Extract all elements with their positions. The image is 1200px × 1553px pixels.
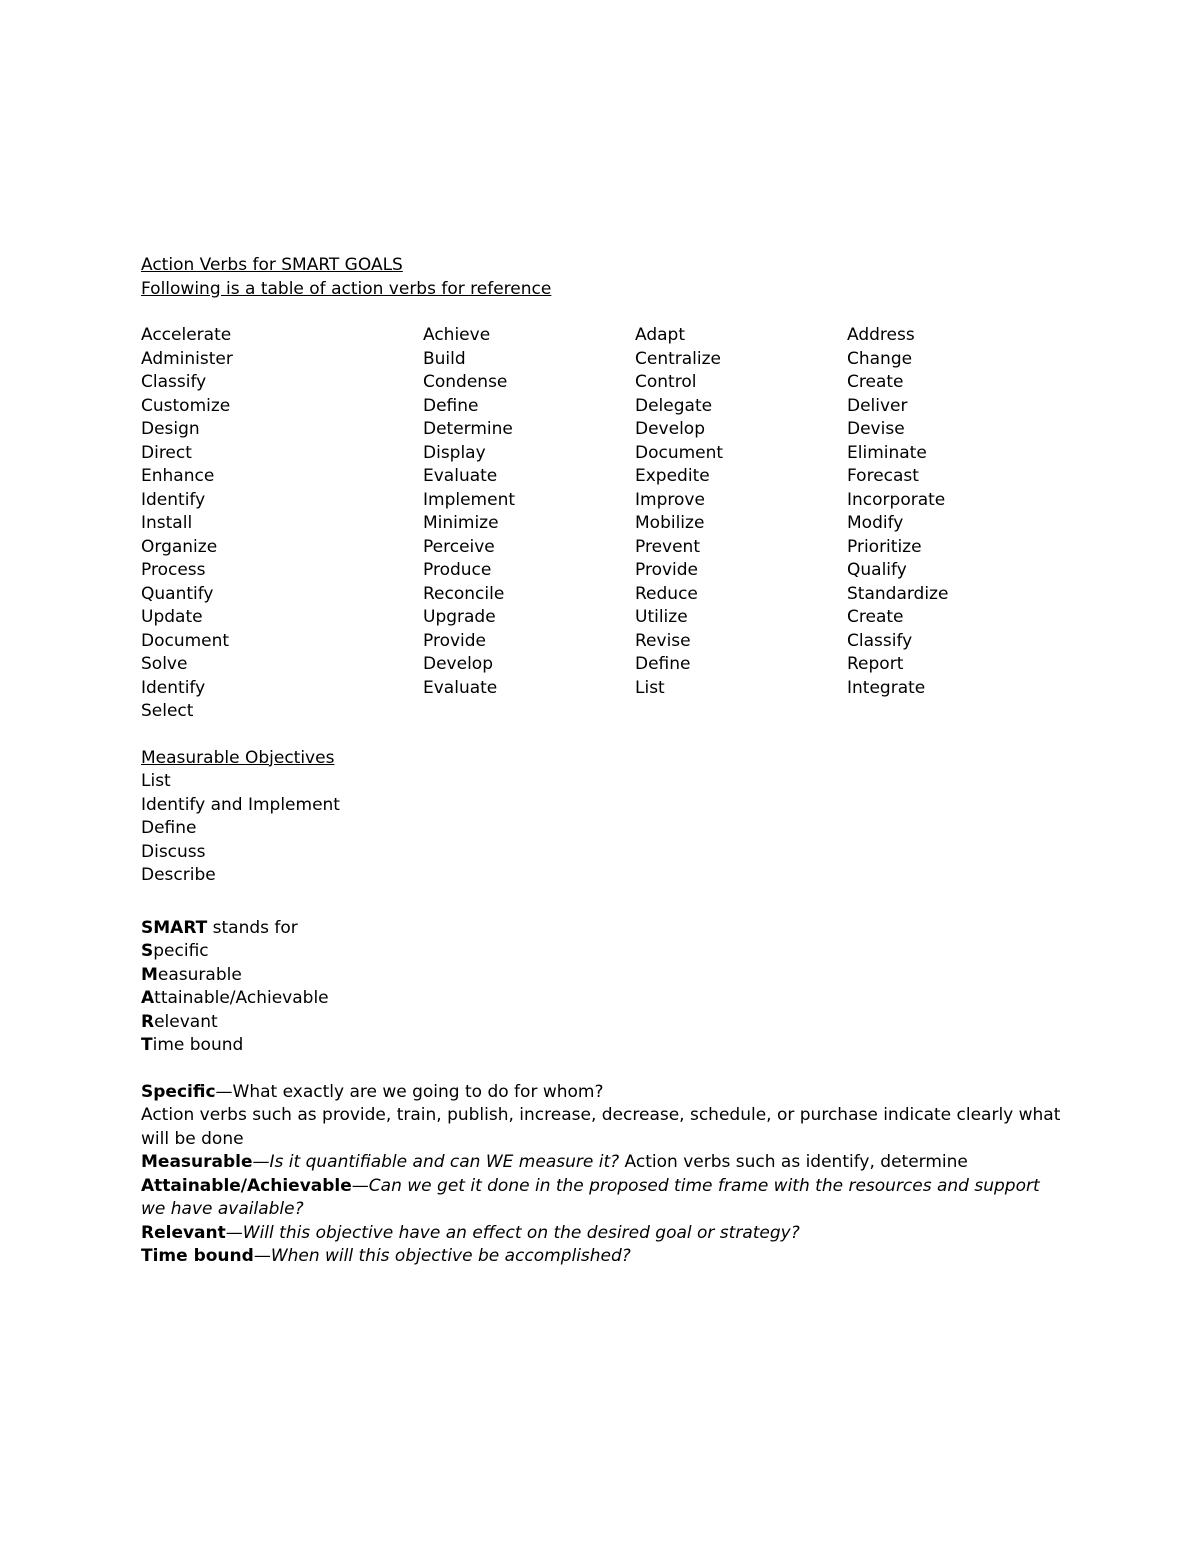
smart-letter: A (141, 988, 155, 1008)
action-verb: Develop (423, 654, 493, 674)
action-verb: Identify (141, 677, 206, 698)
smart-letter-rest: elevant (154, 1011, 218, 1032)
action-verb: Centralize (635, 348, 722, 369)
smart-letter-line (141, 987, 1061, 1011)
action-verb: Deliver (847, 395, 908, 416)
measurable-objective-item: Identify and Implement (141, 794, 340, 815)
smart-letter-line (141, 940, 1061, 964)
action-verb: Update (141, 607, 203, 627)
action-verb: Modify (847, 513, 904, 533)
measurable-objectives-heading: Measurable Objectives (141, 747, 335, 768)
smart-letter: M (141, 964, 158, 985)
action-verb: Qualify (847, 560, 907, 580)
action-verb: Enhance (141, 466, 215, 486)
action-verb: Incorporate (847, 489, 946, 510)
action-verb: Mobilize (635, 513, 705, 533)
action-verb: Address (847, 325, 915, 345)
smart-letter: T (141, 1035, 153, 1055)
definition-term: Time bound (141, 1246, 254, 1266)
definition-question: When will this objective be accomplished? (270, 1246, 631, 1266)
measurable-objective-item: List (141, 771, 171, 791)
measurable-objectives-section (141, 747, 1061, 888)
definition-term: Relevant (141, 1222, 226, 1243)
definition-specific-note: Action verbs such as provide, train, publish, increase, decrease, schedule, or purchase indicate clearly what will be done (141, 1105, 1061, 1149)
action-verb: Prevent (635, 536, 700, 557)
action-verb: Define (635, 654, 691, 674)
action-verb: Adapt (635, 325, 685, 345)
document-title: Action Verbs for SMART GOALS (141, 255, 403, 275)
action-verb: Customize (141, 395, 231, 416)
action-verb: Build (423, 348, 466, 369)
action-verb: Utilize (635, 607, 688, 627)
definition-time-bound (141, 1245, 1061, 1269)
verb-column-4 (847, 324, 1061, 724)
definition-term: Attainable/Achievable (141, 1175, 352, 1196)
action-verb: Install (141, 513, 193, 533)
definition-question: Will this objective have an effect on the desired goal or strategy? (242, 1222, 800, 1243)
action-verb: Direct (141, 442, 192, 463)
action-verb: Select (141, 701, 194, 721)
action-verb: Perceive (423, 536, 495, 557)
action-verb: Integrate (847, 677, 926, 698)
smart-definitions (141, 1081, 1061, 1269)
action-verb: Process (141, 560, 206, 580)
smart-letter-line (141, 1034, 1061, 1058)
verb-column-2 (423, 324, 635, 724)
smart-letter-rest: easurable (157, 964, 242, 985)
smart-letters-list (141, 940, 1061, 1058)
action-verb: Identify (141, 489, 206, 510)
action-verb: Create (847, 607, 904, 627)
action-verb: Provide (635, 560, 699, 580)
action-verb: Develop (635, 419, 705, 439)
action-verb: Minimize (423, 513, 499, 533)
action-verb: Devise (847, 419, 905, 439)
definition-text: Action verbs such as identify, determine (619, 1152, 968, 1172)
measurable-objective-item: Define (141, 818, 197, 838)
action-verb: Condense (423, 372, 508, 392)
action-verb: Improve (635, 489, 705, 510)
verb-column-1 (141, 324, 423, 724)
action-verb: Quantify (141, 583, 214, 604)
action-verb: Evaluate (423, 466, 498, 486)
definition-question: Is it quantifiable and can WE measure it? (269, 1152, 620, 1172)
action-verb: Prioritize (847, 536, 922, 557)
action-verb: Upgrade (423, 607, 496, 627)
smart-letter-rest: ttainable/Achievable (154, 988, 329, 1008)
action-verb: Document (635, 442, 724, 463)
action-verb: Classify (141, 372, 207, 392)
measurable-objective-item: Discuss (141, 841, 206, 862)
action-verb: Solve (141, 654, 188, 674)
action-verb: Design (141, 419, 200, 439)
definition-dash: — (225, 1222, 243, 1243)
document-subtitle: Following is a table of action verbs for reference (141, 278, 552, 299)
definition-term: Specific (141, 1081, 216, 1102)
action-verb: Accelerate (141, 325, 232, 345)
smart-letter-rest: pecific (153, 941, 209, 961)
action-verb: Create (847, 372, 904, 392)
action-verb: Document (141, 630, 230, 651)
action-verb: Produce (423, 560, 492, 580)
definition-question: Can we get it done in the proposed time frame with the resources and support we have available? (141, 1175, 1040, 1219)
definition-text: —What exactly are we going to do for whom? (215, 1081, 604, 1102)
action-verb: Standardize (847, 583, 949, 604)
smart-letter: S (141, 941, 154, 961)
action-verb: Define (423, 395, 479, 416)
action-verb: Forecast (847, 466, 919, 486)
action-verb: Administer (141, 348, 233, 369)
smart-letter-rest: ime bound (152, 1035, 244, 1055)
definition-relevant (141, 1222, 1061, 1246)
definition-dash: — (253, 1246, 271, 1266)
definition-measurable (141, 1151, 1061, 1175)
action-verb: Control (635, 372, 697, 392)
action-verb: Delegate (635, 395, 713, 416)
action-verb: Report (847, 654, 904, 674)
definition-dash: — (252, 1152, 270, 1172)
action-verb: Implement (423, 489, 516, 510)
smart-letter-line (141, 1011, 1061, 1035)
definition-attainable (141, 1175, 1061, 1222)
definition-term: Measurable (141, 1152, 253, 1172)
action-verb: Revise (635, 630, 691, 651)
action-verb: Expedite (635, 466, 710, 486)
smart-letter: R (141, 1011, 155, 1032)
smart-letter-line (141, 964, 1061, 988)
action-verb: Achieve (423, 325, 491, 345)
action-verb: Eliminate (847, 442, 927, 463)
action-verb: Classify (847, 630, 913, 651)
action-verb: Evaluate (423, 677, 498, 698)
action-verb-table (141, 324, 1061, 724)
measurable-objective-item: Describe (141, 865, 216, 885)
action-verb: Provide (423, 630, 487, 651)
action-verb: Display (423, 442, 486, 463)
action-verb: Change (847, 348, 913, 369)
measurable-objectives-list (141, 770, 1061, 888)
smart-lead-rest: stands for (207, 917, 298, 938)
document-page (141, 254, 1061, 1269)
definition-dash: — (351, 1175, 369, 1196)
verb-column-3 (635, 324, 847, 724)
smart-lead-bold: SMART (141, 917, 208, 938)
definition-specific (141, 1081, 1061, 1105)
action-verb: Organize (141, 536, 218, 557)
action-verb: List (635, 677, 665, 698)
action-verb: Reduce (635, 583, 698, 604)
action-verb: Reconcile (423, 583, 505, 604)
smart-lead (141, 917, 1061, 941)
action-verb: Determine (423, 419, 513, 439)
smart-acronym-section (141, 917, 1061, 1058)
